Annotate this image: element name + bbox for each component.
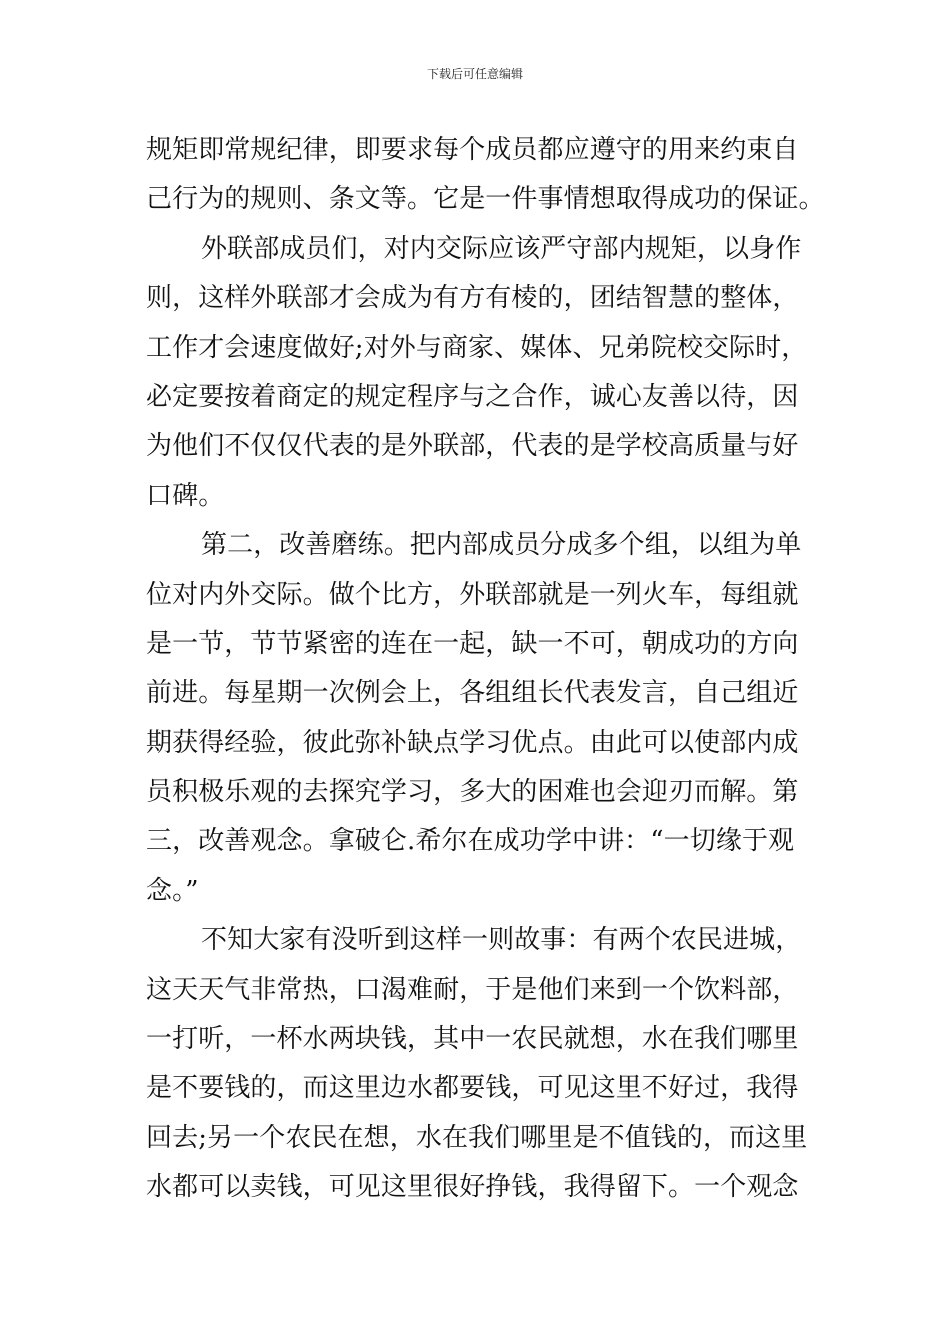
document-body — [146, 126, 825, 1213]
text-line: 工作才会速度做好;对外与商家、媒体、兄弟院校交际时， — [146, 332, 808, 363]
text-line: 位对内外交际。做个比方，外联部就是一列火车，每组就 — [146, 579, 799, 610]
text-line: 三，改善观念。拿破仑.希尔在成功学中讲：“一切缘于观 — [146, 826, 795, 857]
text-line: 规矩即常规纪律，即要求每个成员都应遵守的用来约束自 — [146, 135, 799, 165]
text-line: 则，这样外联部才会成为有方有棱的，团结智慧的整体， — [146, 283, 799, 314]
text-line: 期获得经验，彼此弥补缺点学习优点。由此可以使部内成 — [146, 727, 799, 758]
text-line: 口碑。 — [146, 480, 225, 511]
text-line: 是一节，节节紧密的连在一起，缺一不可，朝成功的方向 — [146, 628, 799, 659]
text-line: 己行为的规则、条文等。它是一件事情想取得成功的保证。 — [146, 184, 825, 215]
text-line: 一打听，一杯水两块钱，其中一农民就想，水在我们哪里 — [146, 1024, 799, 1055]
text-line: 必定要按着商定的规定程序与之合作，诚心友善以待，因 — [146, 381, 799, 412]
text-line: 回去;另一个农民在想，水在我们哪里是不值钱的，而这里 — [146, 1122, 808, 1153]
page-header: 下载后可任意编辑 — [426, 67, 523, 81]
text-line: 前进。每星期一次例会上，各组组长代表发言，自己组近 — [146, 678, 799, 709]
text-line: 为他们不仅仅代表的是外联部，代表的是学校高质量与好 — [146, 431, 799, 462]
text-line: 水都可以卖钱，可见这里很好挣钱，我得留下。一个观念 — [146, 1172, 799, 1203]
text-line: 这天天气非常热，口渴难耐，于是他们来到一个饮料部， — [146, 974, 799, 1005]
text-line: 不知大家有没听到这样一则故事：有两个农民进城， — [201, 925, 802, 956]
text-line: 外联部成员们，对内交际应该严守部内规矩，以身作 — [201, 233, 802, 264]
text-line: 员积极乐观的去探究学习，多大的困难也会迎刃而解。第 — [146, 777, 799, 808]
text-line: 是不要钱的，而这里边水都要钱，可见这里不好过，我得 — [146, 1073, 799, 1104]
text-line: 念。” — [146, 875, 199, 906]
text-line: 第二，改善磨练。把内部成员分成多个组，以组为单 — [201, 530, 802, 561]
